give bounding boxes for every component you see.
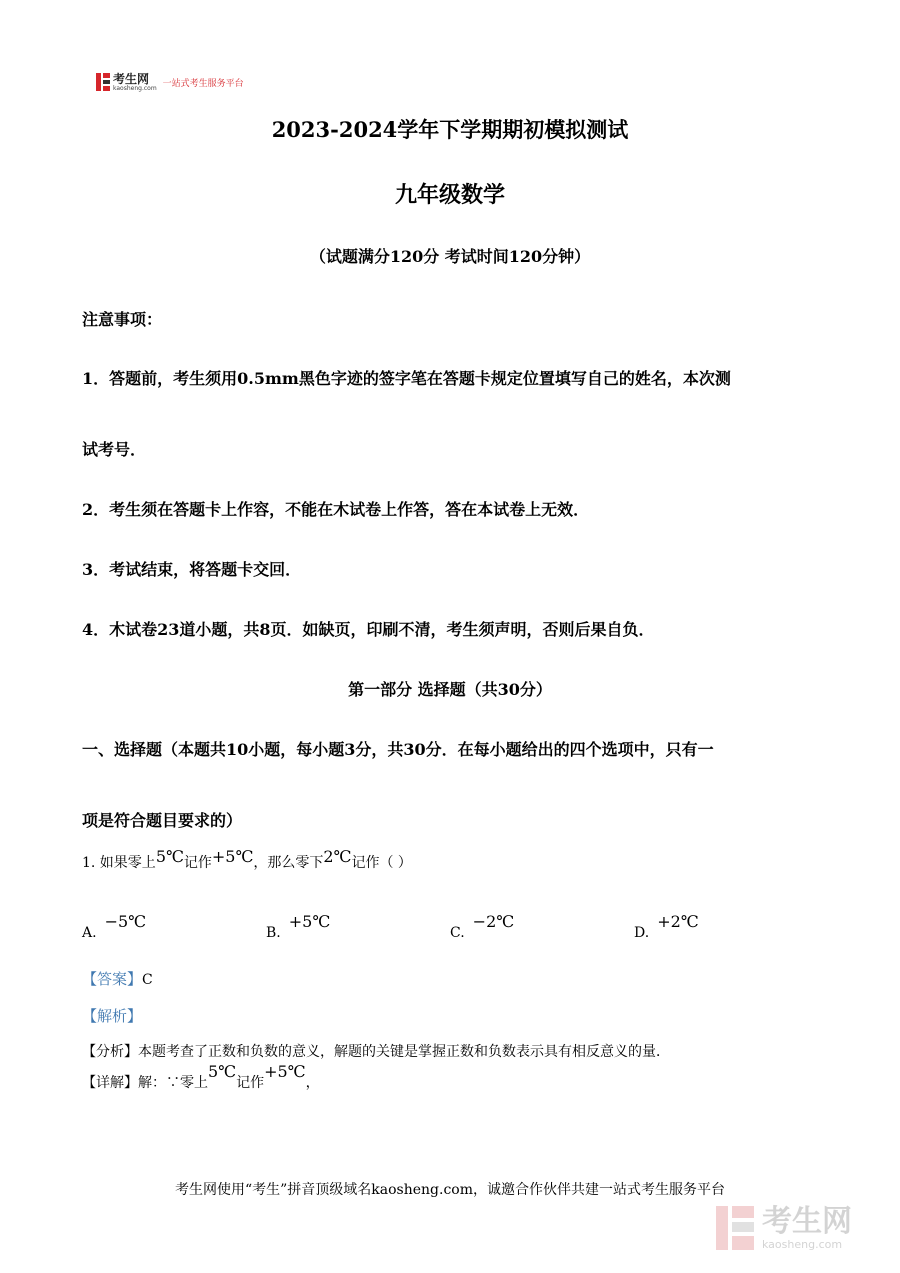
watermark-url: kaosheng.com: [762, 1237, 843, 1251]
fenxi-tag: 【分析】: [82, 1044, 138, 1060]
note-item: 4．木试卷23道小题，共8页．如缺页，印刷不清，考生须声明，否则后果自负．: [82, 620, 655, 639]
option-value: −2℃: [472, 912, 515, 931]
watermark: [716, 1203, 852, 1251]
q1-math: 5℃: [155, 847, 184, 866]
answer-value: C: [142, 972, 153, 988]
section-instructions: 一、选择题（本题共10小题，每小题3分，共30分．在每小题给出的四个选项中，只有一: [82, 740, 714, 759]
option-label: D.: [634, 925, 650, 941]
logo-slogan: 一站式考生服务平台: [162, 78, 244, 89]
detail-math: +5℃: [264, 1062, 306, 1081]
option-value: +2℃: [657, 912, 699, 931]
option-b: [266, 912, 331, 941]
exam-title: 2023-2024学年下学期期初模拟测试: [271, 117, 629, 142]
watermark-logo-icon: [716, 1206, 756, 1250]
analysis-tag: 【解析】: [82, 1007, 143, 1025]
note-item: 试考号．: [82, 440, 147, 459]
section-instructions-cont: 项是符合题目要求的）: [82, 811, 243, 830]
logo-name: 考生网: [113, 71, 150, 86]
note-item: 2．考生须在答题卡上作容，不能在木试卷上作答，答在本试卷上无效．: [82, 500, 590, 519]
fenxi-line: [82, 1041, 670, 1061]
note-item: 3．考试结束，将答题卡交回．: [82, 560, 302, 579]
option-label: C.: [450, 925, 465, 941]
note-item: 1．答题前，考生须用0.5mm黑色字迹的签字笔在答题卡规定位置填写自己的姓名，本次测: [82, 369, 731, 388]
header-logo: [96, 70, 244, 94]
q1-text: 记作: [183, 855, 212, 871]
option-c: [450, 912, 515, 941]
notes-heading: 注意事项：: [82, 310, 163, 329]
detail-text: ，: [305, 1075, 320, 1091]
analysis-line: [82, 1005, 142, 1026]
detail-math: 5℃: [208, 1062, 237, 1081]
watermark-name: 考生网: [762, 1203, 852, 1239]
option-value: +5℃: [288, 912, 331, 931]
answer-tag: 【答案】: [82, 970, 143, 988]
q1-math: 2℃: [323, 847, 352, 866]
option-a: [82, 912, 147, 941]
option-label: B.: [266, 925, 281, 941]
kaosheng-logo-icon: [96, 73, 110, 91]
q1-text: 记作（ ）: [351, 855, 412, 871]
detail-tag: 【详解】: [82, 1075, 138, 1091]
fenxi-text: 本题考查了正数和负数的意义，解题的关键是掌握正数和负数表示具有相反意义的量．: [138, 1044, 670, 1060]
watermark-text: [762, 1203, 852, 1251]
question-1-stem: [82, 847, 412, 872]
page-footer: 考生网使用“考生”拼音顶级域名kaosheng.com，诚邀合作伙伴共建一站式考生服务平台: [174, 1182, 726, 1198]
detail-text: 解：∵零上: [138, 1075, 208, 1091]
section-title: 第一部分 选择题（共30分）: [348, 680, 552, 699]
option-d: [634, 912, 699, 941]
q1-text: 1. 如果零上: [82, 855, 156, 871]
logo-text: [113, 73, 157, 92]
exam-subject: 九年级数学: [394, 182, 505, 208]
logo-url: kaosheng.com: [113, 84, 157, 92]
option-value: −5℃: [104, 912, 147, 931]
answer-line: [82, 968, 153, 989]
q1-math: +5℃: [211, 847, 254, 866]
detail-line: [82, 1062, 320, 1092]
option-label: A.: [82, 925, 97, 941]
detail-text: 记作: [236, 1075, 265, 1091]
exam-meta: （试题满分120分 考试时间120分钟）: [309, 247, 591, 266]
q1-text: ，那么零下: [253, 855, 324, 871]
